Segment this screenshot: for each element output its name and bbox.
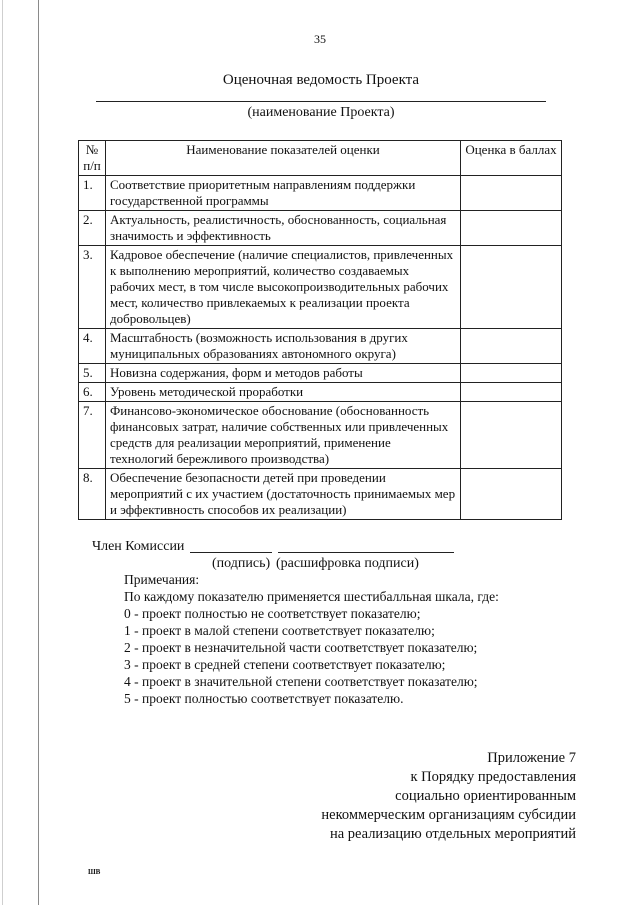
corner-stamp: ШВ <box>88 868 101 876</box>
signature-decode-caption: (расшифровка подписи) <box>276 556 419 571</box>
row-score-cell[interactable] <box>461 364 562 383</box>
header-score: Оценка в баллах <box>461 141 562 176</box>
table-row <box>79 176 562 211</box>
scan-edge-line <box>2 0 3 905</box>
scale-item: 5 - проект полностью соответствует показателю. <box>124 691 404 706</box>
signature-decode-blank-line[interactable] <box>278 552 454 553</box>
row-indicator: Финансово-экономическое обоснование (обоснованность финансовых затрат, наличие собственных или привлеченных средств для реализации мероприятий, применение технологий бережливого производства) <box>106 402 461 469</box>
appendix-line: к Порядку предоставления <box>410 769 576 785</box>
header-indicator: Наименование показателей оценки <box>106 141 461 176</box>
scale-item: 2 - проект в незначительной части соответствует показателю; <box>124 640 478 655</box>
notes-heading: Примечания: <box>124 572 200 587</box>
scale-item: 3 - проект в средней степени соответствует показателю; <box>124 657 446 672</box>
appendix-line: некоммерческим организациям субсидии <box>321 807 576 823</box>
row-indicator: Кадровое обеспечение (наличие специалистов, привлеченных к выполнению мероприятий, количество создаваемых рабочих мест, в том числе высокопроизводительных рабочих мест, количество привлекаемых к реализации проекта добровольцев) <box>106 246 461 329</box>
project-name-caption: (наименование Проекта) <box>247 105 395 120</box>
table-row <box>79 211 562 246</box>
row-number: 5. <box>79 364 106 383</box>
row-score-cell[interactable] <box>461 402 562 469</box>
scale-item: 0 - проект полностью не соответствует показателю; <box>124 606 421 621</box>
appendix-line: социально ориентированным <box>395 788 576 804</box>
notes-intro: По каждому показателю применяется шестибалльная шкала, где: <box>124 589 499 604</box>
row-number: 7. <box>79 402 106 469</box>
row-indicator: Актуальность, реалистичность, обоснованность, социальная значимость и эффективность <box>106 211 461 246</box>
header-number: № п/п <box>79 141 106 176</box>
appendix-line: на реализацию отдельных мероприятий <box>329 826 576 842</box>
evaluation-table <box>78 140 562 520</box>
scale-item: 4 - проект в значительной степени соответствует показателю; <box>124 674 478 689</box>
row-number: 2. <box>79 211 106 246</box>
appendix-line: Приложение 7 <box>487 750 576 766</box>
row-score-cell[interactable] <box>461 246 562 329</box>
table-row <box>79 402 562 469</box>
row-indicator: Соответствие приоритетным направлениям поддержки государственной программы <box>106 176 461 211</box>
page-margin-line <box>38 0 39 905</box>
row-indicator: Уровень методической проработки <box>106 383 461 402</box>
row-indicator: Новизна содержания, форм и методов работы <box>106 364 461 383</box>
row-number: 8. <box>79 469 106 520</box>
table-row <box>79 329 562 364</box>
document-title: Оценочная ведомость Проекта <box>222 72 420 88</box>
row-score-cell[interactable] <box>461 211 562 246</box>
row-score-cell[interactable] <box>461 469 562 520</box>
table-row <box>79 469 562 520</box>
row-indicator: Обеспечение безопасности детей при проведении мероприятий с их участием (достаточность принимаемых мер и эффективность способов их реализации) <box>106 469 461 520</box>
signature-blank-line[interactable] <box>190 552 272 553</box>
notes-block <box>124 571 499 707</box>
table-row <box>79 364 562 383</box>
scale-item: 1 - проект в малой степени соответствует показателю; <box>124 623 435 638</box>
page-number: 35 <box>314 32 326 46</box>
row-score-cell[interactable] <box>461 176 562 211</box>
table-row <box>79 383 562 402</box>
signature-caption: (подпись) <box>212 556 271 571</box>
table-header-row <box>79 141 562 176</box>
project-name-blank-line <box>96 101 546 102</box>
commission-member-label: Член Комиссии <box>92 539 185 554</box>
row-number: 4. <box>79 329 106 364</box>
row-indicator: Масштабность (возможность использования в других муниципальных образованиях автономного округа) <box>106 329 461 364</box>
row-number: 1. <box>79 176 106 211</box>
table-row <box>79 246 562 329</box>
row-number: 3. <box>79 246 106 329</box>
appendix-header <box>321 749 576 844</box>
row-score-cell[interactable] <box>461 329 562 364</box>
row-number: 6. <box>79 383 106 402</box>
row-score-cell[interactable] <box>461 383 562 402</box>
